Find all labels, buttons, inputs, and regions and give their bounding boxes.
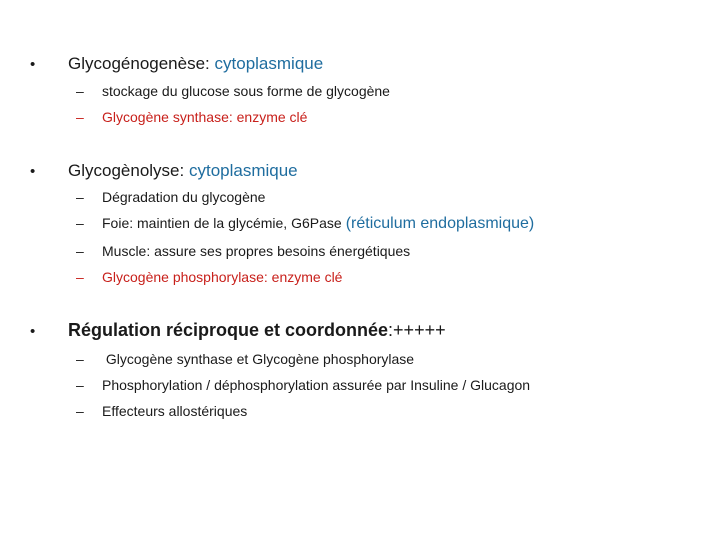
- bullet-dot: •: [30, 56, 36, 73]
- sub-item: [76, 351, 414, 367]
- dash: –: [76, 243, 84, 259]
- sub-item: [76, 83, 390, 99]
- sub-text: Dégradation du glycogène: [102, 189, 266, 205]
- bullet-title-rest: :+++++: [388, 320, 446, 340]
- sub-text: Phosphorylation / déphosphorylation assurée par Insuline / Glucagon: [102, 377, 531, 393]
- bullet-dot: •: [30, 323, 36, 340]
- dash: –: [76, 215, 84, 231]
- dash: –: [76, 377, 84, 393]
- dash: –: [76, 83, 84, 99]
- sub-accent: (réticulum endoplasmique): [345, 215, 535, 232]
- bullet-accent: cytoplasmique: [188, 161, 298, 180]
- sub-item: [76, 109, 307, 125]
- dash: –: [76, 189, 84, 205]
- sub-text: Muscle: assure ses propres besoins énergétiques: [102, 243, 411, 259]
- bullet-regulation: [30, 320, 446, 341]
- dash: –: [76, 403, 84, 419]
- sub-text: stockage du glucose sous forme de glycogène: [102, 83, 390, 99]
- bullet-glycogenolyse: [30, 161, 298, 181]
- dash: –: [76, 109, 84, 125]
- sub-text: Glycogène synthase: enzyme clé: [102, 109, 308, 125]
- sub-text: Foie: maintien de la glycémie, G6Pase: [102, 215, 342, 231]
- sub-item: [76, 269, 342, 285]
- bullet-title-bold: Régulation réciproque et coordonnée: [68, 320, 389, 340]
- sub-text: Effecteurs allostériques: [102, 403, 248, 419]
- bullet-glycogenogenese: [30, 54, 323, 74]
- bullet-title: Glycogénogenèse:: [68, 54, 210, 73]
- sub-item: [76, 189, 265, 205]
- bullet-title: Glycogènolyse:: [68, 161, 185, 180]
- bullet-accent: cytoplasmique: [214, 54, 324, 73]
- sub-item: [76, 403, 247, 419]
- bullet-dot: •: [30, 163, 36, 180]
- dash: –: [76, 351, 84, 367]
- sub-text: Glycogène synthase et Glycogène phosphorylase: [102, 351, 415, 367]
- sub-item: [76, 377, 530, 393]
- dash: –: [76, 269, 84, 285]
- sub-text: Glycogène phosphorylase: enzyme clé: [102, 269, 343, 285]
- sub-item: [76, 243, 410, 259]
- sub-item: [76, 215, 534, 233]
